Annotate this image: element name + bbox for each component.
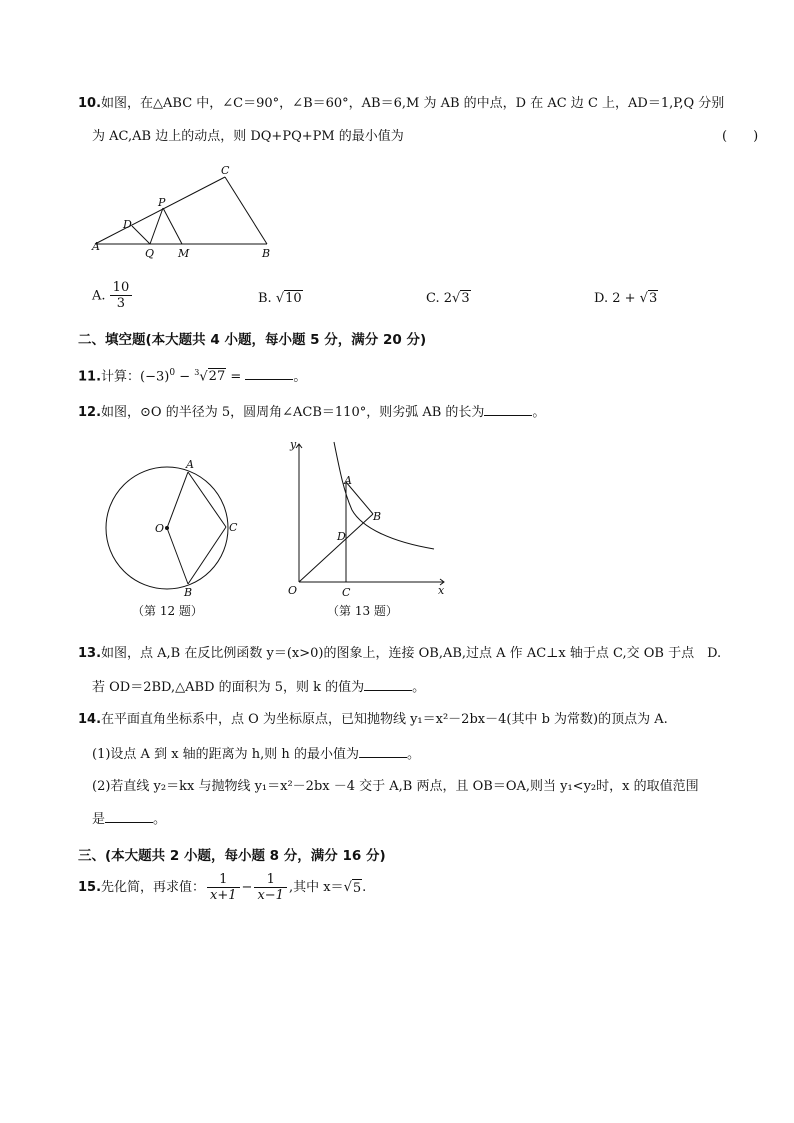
q11-root-index: 3 — [194, 368, 200, 377]
q12-caption: （第 12 题） — [132, 604, 203, 618]
q11-prefix: 计算： — [101, 369, 141, 385]
q13-caption: （第 13 题） — [327, 604, 398, 618]
q10-option-b-radicand: 10 — [285, 291, 302, 306]
q13-label-o: O — [288, 584, 298, 597]
q14-part1 — [92, 745, 420, 764]
q10-option-c: C. 2√3 — [426, 291, 470, 306]
q14-part2-blank[interactable] — [105, 810, 153, 823]
q12-label-a: A — [186, 458, 194, 471]
q10-label-q: Q — [145, 247, 155, 260]
q15-fraction-2-den: x−1 — [257, 888, 284, 903]
q10-option-c-radicand: 3 — [461, 291, 470, 306]
q13-hyperbola — [334, 442, 434, 549]
q15-fraction-1-num: 1 — [207, 872, 240, 888]
q12-radius-oa — [167, 472, 188, 528]
q14-line1 — [78, 711, 668, 729]
q10-answer-paren: ( ) — [722, 129, 759, 144]
q11: 11.计算：$(-3)^0 - ^3√27$ = 。 — [78, 368, 307, 385]
q14-text-line1: 在平面直角坐标系中，点 O 为坐标原点，已知抛物线 y₁＝x²－2bx－4(其中 b 为常数)的顶点为 A. — [101, 712, 668, 727]
q12-label-c: C — [229, 521, 238, 534]
q11-exponent: 0 — [169, 368, 176, 378]
q10-segment-cb — [225, 177, 267, 244]
q10-label-m: M — [178, 247, 190, 260]
q11-number: 11. — [78, 369, 102, 385]
q12-chord-ac — [188, 472, 226, 527]
q10-option-c-label: C. — [426, 291, 440, 306]
q10-line1 — [78, 95, 724, 113]
q13-label-d: D — [337, 530, 346, 543]
q15-minus: − — [241, 880, 253, 895]
q10-segment-ac — [95, 177, 225, 244]
q10-option-a-label: A. — [92, 288, 106, 304]
q14-part2-cont — [92, 810, 166, 829]
q13-segment-ob — [299, 514, 373, 582]
q10-text-line1: 如图，在△ABC 中，∠C＝90°，∠B＝60°，AB＝6,M 为 AB 的中点，D 在 AC 边 C 上，AD＝1,P,Q 分别 — [101, 96, 725, 111]
q14-part2-cont-text: 是 — [92, 812, 106, 827]
q10-option-a-numerator: 10 — [110, 280, 133, 296]
q10-segment-dq — [132, 226, 150, 244]
q13-figure — [282, 432, 452, 624]
q15-fraction-2-num: 1 — [254, 872, 287, 888]
q15-number: 15. — [78, 880, 102, 895]
q10-label-d: D — [123, 218, 132, 231]
q14-part2: (2)若直线 y₂＝kx 与抛物线 y₁＝x²－2bx －4 交于 A,B 两点，且 OB＝OA,则当 y₁<y₂时，x 的取值范围 — [92, 779, 699, 794]
q10-option-d: D. 2 + √3 — [594, 291, 658, 306]
q10-option-b-label: B. — [258, 291, 272, 306]
q13-text-line1: 如图，点 A,B 在反比例函数 y＝(x>0)的图象上，连接 OB,AB,过点 A 作 AC⊥x 轴于点 C,交 OB 于点 D. — [101, 646, 722, 661]
q12-chord-cb — [188, 527, 226, 584]
q14-part1-text: (1)设点 A 到 x 轴的距离为 h,则 h 的最小值为 — [92, 747, 359, 762]
q10-label-b: B — [262, 247, 271, 260]
q10-option-a — [92, 280, 132, 312]
q13-text-line2: 若 OD＝2BD,△ABD 的面积为 5，则 k 的值为 — [92, 680, 365, 695]
q14-number: 14. — [78, 712, 102, 727]
q13-label-b: B — [373, 510, 382, 523]
q10-option-d-radicand: 3 — [648, 291, 658, 306]
q12-answer-blank[interactable] — [484, 403, 532, 416]
q14-part2-end: 。 — [153, 812, 167, 827]
q15-mid-text: ,其中 x＝ — [288, 880, 344, 895]
q11-end: 。 — [293, 369, 307, 385]
q10-option-a-denominator: 3 — [116, 296, 126, 311]
q10-option-c-coef: 2 — [443, 291, 453, 306]
section-2-title: 二、填空题(本大题共 4 小题，每小题 5 分，满分 20 分) — [78, 332, 427, 348]
q13-label-y: y — [290, 438, 297, 451]
q11-base: (−3) — [140, 369, 170, 385]
q15-end: . — [362, 880, 367, 895]
q13-answer-blank[interactable] — [364, 678, 412, 691]
q10-option-d-label: D. — [594, 291, 609, 306]
q10-option-d-prefix: 2 + — [612, 291, 636, 306]
q15-radicand: 5 — [352, 880, 362, 896]
q10-label-a: A — [92, 240, 100, 253]
q11-radicand: 27 — [208, 369, 226, 385]
q15-fraction-1 — [207, 872, 240, 904]
q12-figure — [100, 455, 250, 625]
q10-label-p: P — [158, 196, 166, 209]
section-3-title: 三、(本大题共 2 小题，每小题 8 分，满分 16 分) — [78, 848, 386, 864]
q10-segment-pm — [163, 208, 182, 244]
q12-number: 12. — [78, 405, 102, 420]
q11-minus: − — [179, 369, 191, 385]
q10-option-b: B. √10 — [258, 291, 302, 306]
q15-fraction-1-den: x+1 — [210, 888, 237, 903]
q14-part1-end: 。 — [406, 747, 420, 762]
q10-segment-qp — [150, 208, 163, 244]
q13-number: 13. — [78, 646, 102, 661]
q13-end: 。 — [412, 680, 426, 695]
q12 — [78, 403, 545, 422]
q11-answer-blank[interactable] — [245, 367, 293, 380]
q10-label-c: C — [221, 164, 230, 177]
q12-text: 如图，⊙O 的半径为 5，圆周角∠ACB＝110°，则劣弧 AB 的长为 — [101, 405, 485, 420]
q12-label-b: B — [184, 586, 193, 599]
q12-center-dot — [165, 526, 169, 530]
q15-fraction-2 — [254, 872, 287, 904]
q13-line1 — [78, 645, 721, 663]
q13-label-c: C — [342, 586, 351, 599]
q12-end: 。 — [532, 405, 546, 420]
q10-figure — [90, 162, 280, 262]
q10-text-line2: 为 AC,AB 边上的动点，则 DQ+PQ+PM 的最小值为 — [92, 129, 404, 144]
q13-line2 — [92, 678, 425, 697]
q10-number: 10. — [78, 96, 102, 111]
q12-radius-ob — [167, 528, 188, 584]
q11-equals: = — [230, 369, 242, 385]
q15: 15. 先化简，再求值： $\frac{1}{x+1}$ − $\frac{1}{x-1}$ ,其中 x＝ √ 5 . — [78, 872, 367, 903]
q13-label-a: A — [344, 474, 352, 487]
q10-option-a-fraction — [110, 280, 133, 312]
q15-prefix: 先化简，再求值： — [101, 880, 206, 895]
q12-label-o: O — [155, 522, 165, 535]
q13-label-x: x — [438, 584, 445, 597]
q14-part1-blank[interactable] — [359, 745, 407, 758]
